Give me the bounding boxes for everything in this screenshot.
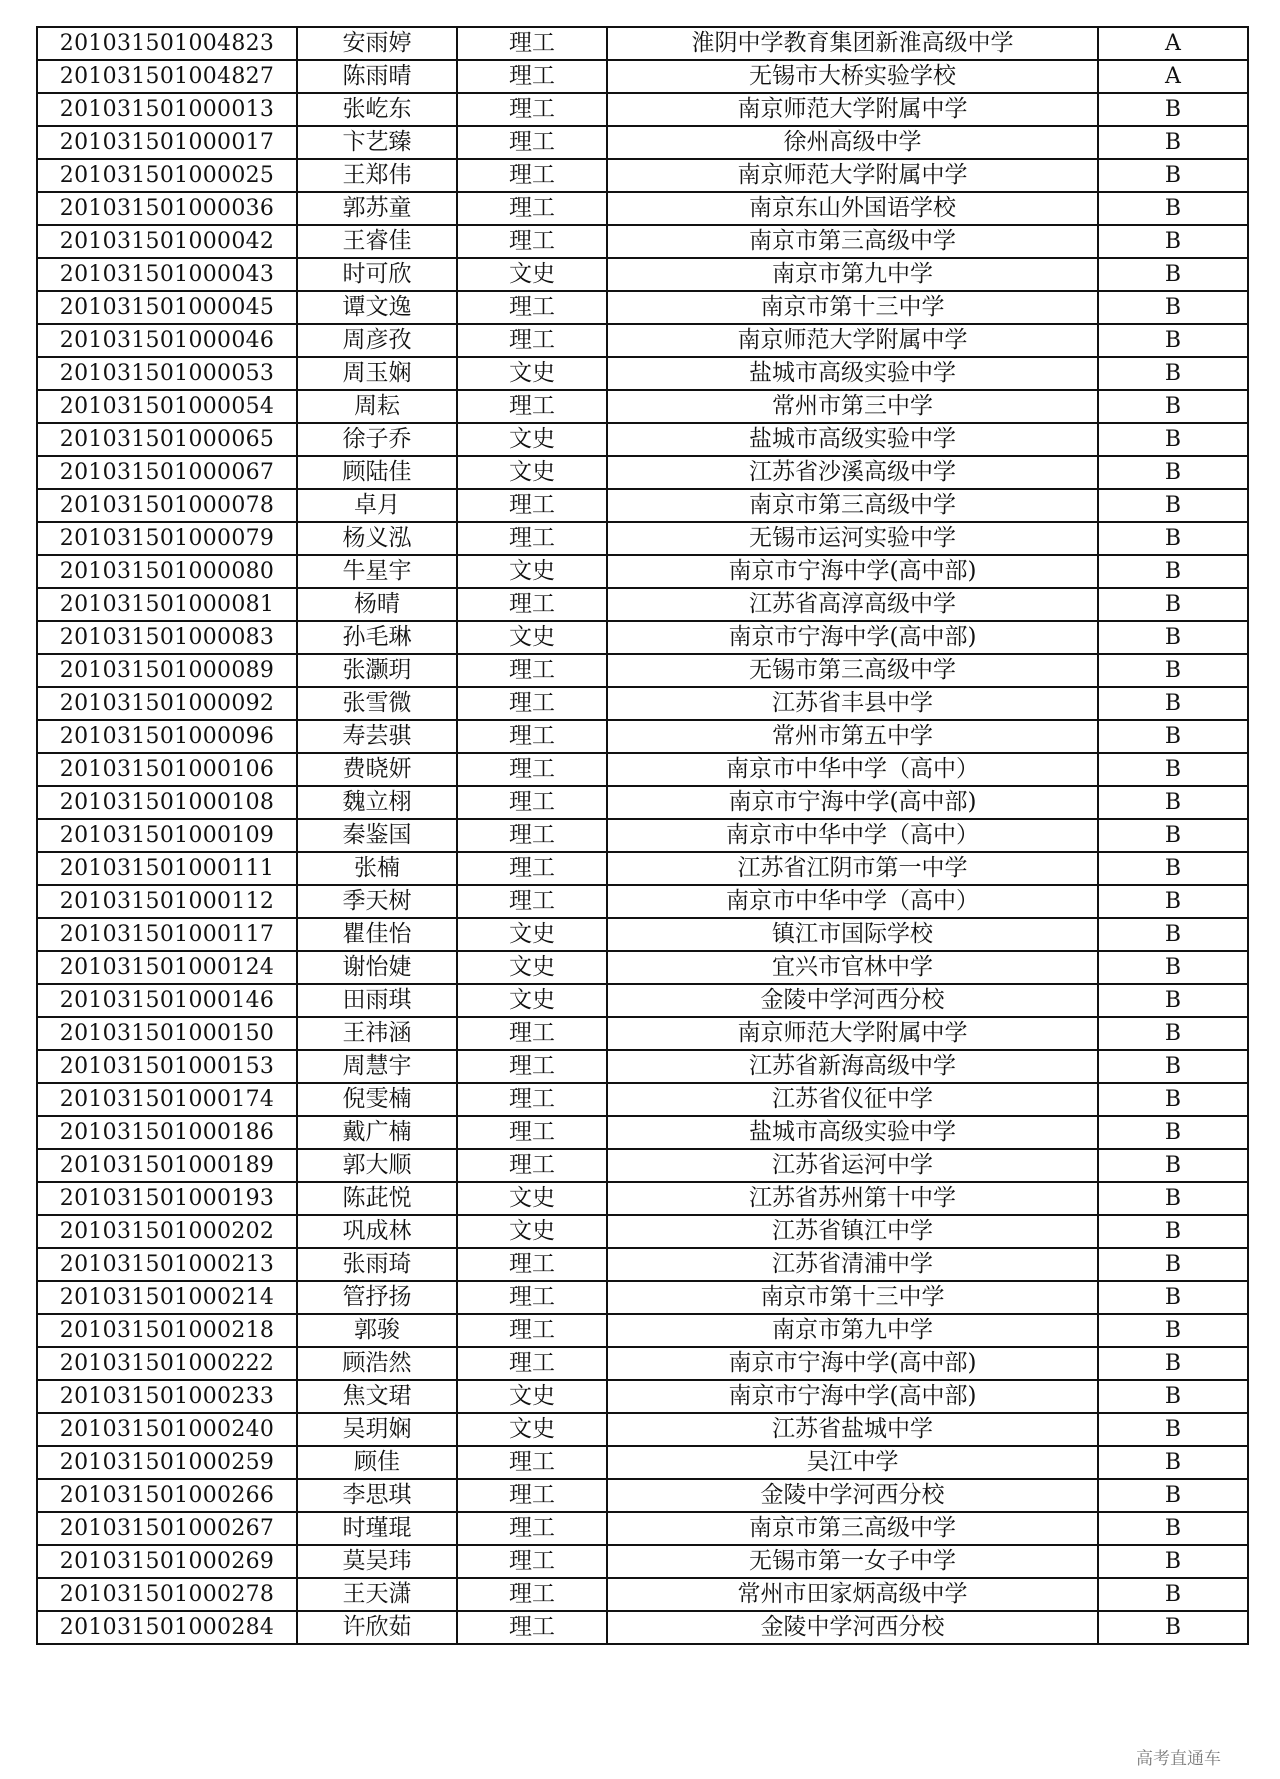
name-cell: 魏立栩 bbox=[297, 786, 457, 819]
table-row bbox=[37, 1248, 1248, 1281]
grade-cell: B bbox=[1098, 1182, 1248, 1215]
candidate-id-cell: 201031501000078 bbox=[37, 489, 297, 522]
grade-cell: A bbox=[1098, 27, 1248, 60]
category-cell: 理工 bbox=[457, 225, 607, 258]
category-cell: 文史 bbox=[457, 951, 607, 984]
school-cell: 南京市宁海中学(高中部) bbox=[607, 1347, 1098, 1380]
name-cell: 杨义泓 bbox=[297, 522, 457, 555]
table-row bbox=[37, 555, 1248, 588]
category-cell: 文史 bbox=[457, 423, 607, 456]
category-cell: 理工 bbox=[457, 1116, 607, 1149]
table-row bbox=[37, 1182, 1248, 1215]
candidate-id-cell: 201031501000109 bbox=[37, 819, 297, 852]
category-cell: 理工 bbox=[457, 1578, 607, 1611]
table-row bbox=[37, 786, 1248, 819]
candidate-id-cell: 201031501000117 bbox=[37, 918, 297, 951]
grade-cell: B bbox=[1098, 720, 1248, 753]
school-cell: 南京师范大学附属中学 bbox=[607, 159, 1098, 192]
grade-cell: B bbox=[1098, 819, 1248, 852]
candidate-id-cell: 201031501000079 bbox=[37, 522, 297, 555]
category-cell: 理工 bbox=[457, 1281, 607, 1314]
school-cell: 南京师范大学附属中学 bbox=[607, 1017, 1098, 1050]
grade-cell: B bbox=[1098, 1083, 1248, 1116]
school-cell: 无锡市第三高级中学 bbox=[607, 654, 1098, 687]
candidate-id-cell: 201031501000046 bbox=[37, 324, 297, 357]
table-row bbox=[37, 423, 1248, 456]
table-row bbox=[37, 654, 1248, 687]
school-cell: 吴江中学 bbox=[607, 1446, 1098, 1479]
name-cell: 瞿佳怡 bbox=[297, 918, 457, 951]
candidate-id-cell: 201031501000112 bbox=[37, 885, 297, 918]
table-row bbox=[37, 687, 1248, 720]
category-cell: 理工 bbox=[457, 1347, 607, 1380]
name-cell: 王天潇 bbox=[297, 1578, 457, 1611]
table-row bbox=[37, 885, 1248, 918]
grade-cell: B bbox=[1098, 786, 1248, 819]
name-cell: 顾浩然 bbox=[297, 1347, 457, 1380]
grade-cell: B bbox=[1098, 192, 1248, 225]
candidate-id-cell: 201031501000193 bbox=[37, 1182, 297, 1215]
category-cell: 文史 bbox=[457, 258, 607, 291]
candidate-table-body bbox=[37, 27, 1248, 1644]
category-cell: 理工 bbox=[457, 1083, 607, 1116]
school-cell: 南京市中华中学（高中） bbox=[607, 885, 1098, 918]
name-cell: 卓月 bbox=[297, 489, 457, 522]
candidate-id-cell: 201031501000067 bbox=[37, 456, 297, 489]
grade-cell: B bbox=[1098, 291, 1248, 324]
name-cell: 张雨琦 bbox=[297, 1248, 457, 1281]
category-cell: 理工 bbox=[457, 720, 607, 753]
school-cell: 金陵中学河西分校 bbox=[607, 1611, 1098, 1644]
category-cell: 理工 bbox=[457, 1314, 607, 1347]
grade-cell: B bbox=[1098, 1314, 1248, 1347]
school-cell: 金陵中学河西分校 bbox=[607, 984, 1098, 1017]
school-cell: 江苏省高淳高级中学 bbox=[607, 588, 1098, 621]
school-cell: 南京市宁海中学(高中部) bbox=[607, 1380, 1098, 1413]
candidate-id-cell: 201031501000150 bbox=[37, 1017, 297, 1050]
candidate-id-cell: 201031501000186 bbox=[37, 1116, 297, 1149]
grade-cell: B bbox=[1098, 1281, 1248, 1314]
name-cell: 许欣茹 bbox=[297, 1611, 457, 1644]
table-row bbox=[37, 1149, 1248, 1182]
school-cell: 南京市第九中学 bbox=[607, 1314, 1098, 1347]
candidate-id-cell: 201031501000240 bbox=[37, 1413, 297, 1446]
candidate-id-cell: 201031501000053 bbox=[37, 357, 297, 390]
category-cell: 理工 bbox=[457, 1050, 607, 1083]
name-cell: 费晓妍 bbox=[297, 753, 457, 786]
table-row bbox=[37, 1446, 1248, 1479]
name-cell: 巩成林 bbox=[297, 1215, 457, 1248]
category-cell: 理工 bbox=[457, 522, 607, 555]
grade-cell: B bbox=[1098, 423, 1248, 456]
category-cell: 理工 bbox=[457, 687, 607, 720]
grade-cell: B bbox=[1098, 159, 1248, 192]
grade-cell: B bbox=[1098, 654, 1248, 687]
table-row bbox=[37, 1314, 1248, 1347]
candidate-id-cell: 201031501000213 bbox=[37, 1248, 297, 1281]
grade-cell: B bbox=[1098, 1413, 1248, 1446]
table-row bbox=[37, 324, 1248, 357]
candidate-id-cell: 201031501004827 bbox=[37, 60, 297, 93]
name-cell: 管抒扬 bbox=[297, 1281, 457, 1314]
table-row bbox=[37, 1380, 1248, 1413]
candidate-id-cell: 201031501000153 bbox=[37, 1050, 297, 1083]
name-cell: 田雨琪 bbox=[297, 984, 457, 1017]
name-cell: 张灏玥 bbox=[297, 654, 457, 687]
candidate-id-cell: 201031501000080 bbox=[37, 555, 297, 588]
category-cell: 理工 bbox=[457, 1545, 607, 1578]
table-row bbox=[37, 357, 1248, 390]
category-cell: 理工 bbox=[457, 852, 607, 885]
table-row bbox=[37, 621, 1248, 654]
grade-cell: B bbox=[1098, 1116, 1248, 1149]
category-cell: 理工 bbox=[457, 93, 607, 126]
candidate-id-cell: 201031501000081 bbox=[37, 588, 297, 621]
table-row bbox=[37, 1347, 1248, 1380]
grade-cell: B bbox=[1098, 126, 1248, 159]
table-row bbox=[37, 819, 1248, 852]
school-cell: 南京市宁海中学(高中部) bbox=[607, 555, 1098, 588]
name-cell: 郭苏童 bbox=[297, 192, 457, 225]
category-cell: 理工 bbox=[457, 489, 607, 522]
table-row bbox=[37, 390, 1248, 423]
grade-cell: B bbox=[1098, 1149, 1248, 1182]
name-cell: 周彦孜 bbox=[297, 324, 457, 357]
grade-cell: B bbox=[1098, 1611, 1248, 1644]
grade-cell: B bbox=[1098, 1578, 1248, 1611]
grade-cell: B bbox=[1098, 753, 1248, 786]
grade-cell: B bbox=[1098, 1545, 1248, 1578]
grade-cell: B bbox=[1098, 1347, 1248, 1380]
name-cell: 寿芸骐 bbox=[297, 720, 457, 753]
grade-cell: B bbox=[1098, 1050, 1248, 1083]
category-cell: 理工 bbox=[457, 291, 607, 324]
school-cell: 江苏省江阴市第一中学 bbox=[607, 852, 1098, 885]
school-cell: 南京师范大学附属中学 bbox=[607, 324, 1098, 357]
category-cell: 理工 bbox=[457, 390, 607, 423]
name-cell: 焦文珺 bbox=[297, 1380, 457, 1413]
category-cell: 文史 bbox=[457, 621, 607, 654]
school-cell: 南京市宁海中学(高中部) bbox=[607, 786, 1098, 819]
name-cell: 徐子乔 bbox=[297, 423, 457, 456]
candidate-id-cell: 201031501000266 bbox=[37, 1479, 297, 1512]
category-cell: 理工 bbox=[457, 27, 607, 60]
grade-cell: A bbox=[1098, 60, 1248, 93]
name-cell: 陈茈悦 bbox=[297, 1182, 457, 1215]
school-cell: 镇江市国际学校 bbox=[607, 918, 1098, 951]
name-cell: 牛星宇 bbox=[297, 555, 457, 588]
category-cell: 理工 bbox=[457, 1611, 607, 1644]
school-cell: 无锡市运河实验中学 bbox=[607, 522, 1098, 555]
candidate-id-cell: 201031501000054 bbox=[37, 390, 297, 423]
name-cell: 张屹东 bbox=[297, 93, 457, 126]
school-cell: 宜兴市官林中学 bbox=[607, 951, 1098, 984]
table-row bbox=[37, 1578, 1248, 1611]
name-cell: 季天树 bbox=[297, 885, 457, 918]
candidate-id-cell: 201031501000218 bbox=[37, 1314, 297, 1347]
name-cell: 周耘 bbox=[297, 390, 457, 423]
name-cell: 时瑾琨 bbox=[297, 1512, 457, 1545]
grade-cell: B bbox=[1098, 1248, 1248, 1281]
school-cell: 无锡市大桥实验学校 bbox=[607, 60, 1098, 93]
name-cell: 陈雨晴 bbox=[297, 60, 457, 93]
candidate-id-cell: 201031501000106 bbox=[37, 753, 297, 786]
table-row bbox=[37, 27, 1248, 60]
table-row bbox=[37, 456, 1248, 489]
category-cell: 文史 bbox=[457, 1182, 607, 1215]
category-cell: 理工 bbox=[457, 192, 607, 225]
grade-cell: B bbox=[1098, 852, 1248, 885]
candidate-id-cell: 201031501000096 bbox=[37, 720, 297, 753]
grade-cell: B bbox=[1098, 357, 1248, 390]
category-cell: 理工 bbox=[457, 324, 607, 357]
school-cell: 南京市宁海中学(高中部) bbox=[607, 621, 1098, 654]
table-row bbox=[37, 1050, 1248, 1083]
grade-cell: B bbox=[1098, 258, 1248, 291]
grade-cell: B bbox=[1098, 984, 1248, 1017]
school-cell: 南京市第三高级中学 bbox=[607, 225, 1098, 258]
school-cell: 盐城市高级实验中学 bbox=[607, 357, 1098, 390]
name-cell: 戴广楠 bbox=[297, 1116, 457, 1149]
candidate-id-cell: 201031501000278 bbox=[37, 1578, 297, 1611]
name-cell: 张楠 bbox=[297, 852, 457, 885]
school-cell: 江苏省沙溪高级中学 bbox=[607, 456, 1098, 489]
table-row bbox=[37, 720, 1248, 753]
grade-cell: B bbox=[1098, 1479, 1248, 1512]
grade-cell: B bbox=[1098, 588, 1248, 621]
name-cell: 倪雯楠 bbox=[297, 1083, 457, 1116]
candidate-id-cell: 201031501000214 bbox=[37, 1281, 297, 1314]
candidate-id-cell: 201031501000111 bbox=[37, 852, 297, 885]
candidate-id-cell: 201031501000083 bbox=[37, 621, 297, 654]
category-cell: 理工 bbox=[457, 159, 607, 192]
category-cell: 理工 bbox=[457, 654, 607, 687]
category-cell: 理工 bbox=[457, 1446, 607, 1479]
school-cell: 江苏省镇江中学 bbox=[607, 1215, 1098, 1248]
candidate-id-cell: 201031501000284 bbox=[37, 1611, 297, 1644]
name-cell: 周慧宇 bbox=[297, 1050, 457, 1083]
school-cell: 南京市第三高级中学 bbox=[607, 489, 1098, 522]
category-cell: 文史 bbox=[457, 357, 607, 390]
category-cell: 理工 bbox=[457, 126, 607, 159]
grade-cell: B bbox=[1098, 456, 1248, 489]
name-cell: 安雨婷 bbox=[297, 27, 457, 60]
grade-cell: B bbox=[1098, 885, 1248, 918]
category-cell: 文史 bbox=[457, 918, 607, 951]
name-cell: 顾佳 bbox=[297, 1446, 457, 1479]
candidate-id-cell: 201031501000222 bbox=[37, 1347, 297, 1380]
category-cell: 文史 bbox=[457, 1380, 607, 1413]
table-row bbox=[37, 522, 1248, 555]
candidate-id-cell: 201031501000259 bbox=[37, 1446, 297, 1479]
grade-cell: B bbox=[1098, 1446, 1248, 1479]
grade-cell: B bbox=[1098, 918, 1248, 951]
table-row bbox=[37, 258, 1248, 291]
category-cell: 理工 bbox=[457, 885, 607, 918]
school-cell: 南京东山外国语学校 bbox=[607, 192, 1098, 225]
table-row bbox=[37, 1545, 1248, 1578]
candidate-id-cell: 201031501000017 bbox=[37, 126, 297, 159]
name-cell: 时可欣 bbox=[297, 258, 457, 291]
candidate-table bbox=[36, 26, 1249, 1645]
name-cell: 周玉娴 bbox=[297, 357, 457, 390]
grade-cell: B bbox=[1098, 489, 1248, 522]
school-cell: 南京市第十三中学 bbox=[607, 1281, 1098, 1314]
candidate-id-cell: 201031501000267 bbox=[37, 1512, 297, 1545]
school-cell: 南京市中华中学（高中） bbox=[607, 753, 1098, 786]
name-cell: 王祎涵 bbox=[297, 1017, 457, 1050]
name-cell: 莫吴玮 bbox=[297, 1545, 457, 1578]
school-cell: 盐城市高级实验中学 bbox=[607, 1116, 1098, 1149]
category-cell: 理工 bbox=[457, 786, 607, 819]
table-row bbox=[37, 291, 1248, 324]
table-row bbox=[37, 1281, 1248, 1314]
watermark-text: 高考直通车 bbox=[1136, 1749, 1221, 1769]
school-cell: 常州市田家炳高级中学 bbox=[607, 1578, 1098, 1611]
name-cell: 顾陆佳 bbox=[297, 456, 457, 489]
table-row bbox=[37, 1116, 1248, 1149]
school-cell: 金陵中学河西分校 bbox=[607, 1479, 1098, 1512]
grade-cell: B bbox=[1098, 1512, 1248, 1545]
name-cell: 谢怡婕 bbox=[297, 951, 457, 984]
name-cell: 王郑伟 bbox=[297, 159, 457, 192]
category-cell: 文史 bbox=[457, 555, 607, 588]
category-cell: 理工 bbox=[457, 753, 607, 786]
school-cell: 江苏省清浦中学 bbox=[607, 1248, 1098, 1281]
school-cell: 江苏省盐城中学 bbox=[607, 1413, 1098, 1446]
category-cell: 理工 bbox=[457, 588, 607, 621]
school-cell: 常州市第三中学 bbox=[607, 390, 1098, 423]
candidate-id-cell: 201031501000092 bbox=[37, 687, 297, 720]
table-row bbox=[37, 1017, 1248, 1050]
candidate-id-cell: 201031501000043 bbox=[37, 258, 297, 291]
candidate-id-cell: 201031501000108 bbox=[37, 786, 297, 819]
school-cell: 南京市第十三中学 bbox=[607, 291, 1098, 324]
school-cell: 江苏省新海高级中学 bbox=[607, 1050, 1098, 1083]
grade-cell: B bbox=[1098, 555, 1248, 588]
candidate-id-cell: 201031501000025 bbox=[37, 159, 297, 192]
grade-cell: B bbox=[1098, 1017, 1248, 1050]
name-cell: 卞艺臻 bbox=[297, 126, 457, 159]
school-cell: 常州市第五中学 bbox=[607, 720, 1098, 753]
grade-cell: B bbox=[1098, 621, 1248, 654]
table-row bbox=[37, 984, 1248, 1017]
table-row bbox=[37, 225, 1248, 258]
table-row bbox=[37, 1611, 1248, 1644]
category-cell: 文史 bbox=[457, 984, 607, 1017]
school-cell: 江苏省仪征中学 bbox=[607, 1083, 1098, 1116]
candidate-id-cell: 201031501000124 bbox=[37, 951, 297, 984]
school-cell: 江苏省丰县中学 bbox=[607, 687, 1098, 720]
table-row bbox=[37, 159, 1248, 192]
admission-list-sheet bbox=[36, 26, 1247, 1645]
name-cell: 孙毛琳 bbox=[297, 621, 457, 654]
candidate-id-cell: 201031501000042 bbox=[37, 225, 297, 258]
school-cell: 南京市第三高级中学 bbox=[607, 1512, 1098, 1545]
table-row bbox=[37, 1512, 1248, 1545]
school-cell: 淮阴中学教育集团新淮高级中学 bbox=[607, 27, 1098, 60]
table-row bbox=[37, 753, 1248, 786]
candidate-id-cell: 201031501000269 bbox=[37, 1545, 297, 1578]
category-cell: 理工 bbox=[457, 819, 607, 852]
candidate-id-cell: 201031501000036 bbox=[37, 192, 297, 225]
table-row bbox=[37, 489, 1248, 522]
category-cell: 文史 bbox=[457, 456, 607, 489]
category-cell: 理工 bbox=[457, 60, 607, 93]
candidate-id-cell: 201031501000233 bbox=[37, 1380, 297, 1413]
category-cell: 理工 bbox=[457, 1512, 607, 1545]
school-cell: 南京市第九中学 bbox=[607, 258, 1098, 291]
name-cell: 李思琪 bbox=[297, 1479, 457, 1512]
table-row bbox=[37, 951, 1248, 984]
candidate-id-cell: 201031501000013 bbox=[37, 93, 297, 126]
category-cell: 文史 bbox=[457, 1215, 607, 1248]
grade-cell: B bbox=[1098, 522, 1248, 555]
category-cell: 文史 bbox=[457, 1413, 607, 1446]
candidate-id-cell: 201031501000146 bbox=[37, 984, 297, 1017]
category-cell: 理工 bbox=[457, 1248, 607, 1281]
candidate-id-cell: 201031501000089 bbox=[37, 654, 297, 687]
grade-cell: B bbox=[1098, 390, 1248, 423]
table-row bbox=[37, 852, 1248, 885]
school-cell: 无锡市第一女子中学 bbox=[607, 1545, 1098, 1578]
school-cell: 江苏省运河中学 bbox=[607, 1149, 1098, 1182]
name-cell: 吴玥娴 bbox=[297, 1413, 457, 1446]
name-cell: 张雪微 bbox=[297, 687, 457, 720]
table-row bbox=[37, 60, 1248, 93]
table-row bbox=[37, 1215, 1248, 1248]
candidate-id-cell: 201031501000202 bbox=[37, 1215, 297, 1248]
category-cell: 理工 bbox=[457, 1017, 607, 1050]
table-row bbox=[37, 1413, 1248, 1446]
table-row bbox=[37, 1479, 1248, 1512]
school-cell: 江苏省苏州第十中学 bbox=[607, 1182, 1098, 1215]
table-row bbox=[37, 1083, 1248, 1116]
school-cell: 南京师范大学附属中学 bbox=[607, 93, 1098, 126]
grade-cell: B bbox=[1098, 687, 1248, 720]
name-cell: 杨晴 bbox=[297, 588, 457, 621]
school-cell: 盐城市高级实验中学 bbox=[607, 423, 1098, 456]
table-row bbox=[37, 918, 1248, 951]
candidate-id-cell: 201031501000189 bbox=[37, 1149, 297, 1182]
school-cell: 徐州高级中学 bbox=[607, 126, 1098, 159]
candidate-id-cell: 201031501000045 bbox=[37, 291, 297, 324]
category-cell: 理工 bbox=[457, 1149, 607, 1182]
name-cell: 王睿佳 bbox=[297, 225, 457, 258]
name-cell: 秦鉴国 bbox=[297, 819, 457, 852]
grade-cell: B bbox=[1098, 951, 1248, 984]
table-row bbox=[37, 192, 1248, 225]
candidate-id-cell: 201031501004823 bbox=[37, 27, 297, 60]
table-row bbox=[37, 126, 1248, 159]
name-cell: 郭骏 bbox=[297, 1314, 457, 1347]
grade-cell: B bbox=[1098, 93, 1248, 126]
grade-cell: B bbox=[1098, 1215, 1248, 1248]
name-cell: 谭文逸 bbox=[297, 291, 457, 324]
category-cell: 理工 bbox=[457, 1479, 607, 1512]
grade-cell: B bbox=[1098, 225, 1248, 258]
school-cell: 南京市中华中学（高中） bbox=[607, 819, 1098, 852]
table-row bbox=[37, 93, 1248, 126]
candidate-id-cell: 201031501000174 bbox=[37, 1083, 297, 1116]
grade-cell: B bbox=[1098, 324, 1248, 357]
table-row bbox=[37, 588, 1248, 621]
name-cell: 郭大顺 bbox=[297, 1149, 457, 1182]
grade-cell: B bbox=[1098, 1380, 1248, 1413]
candidate-id-cell: 201031501000065 bbox=[37, 423, 297, 456]
